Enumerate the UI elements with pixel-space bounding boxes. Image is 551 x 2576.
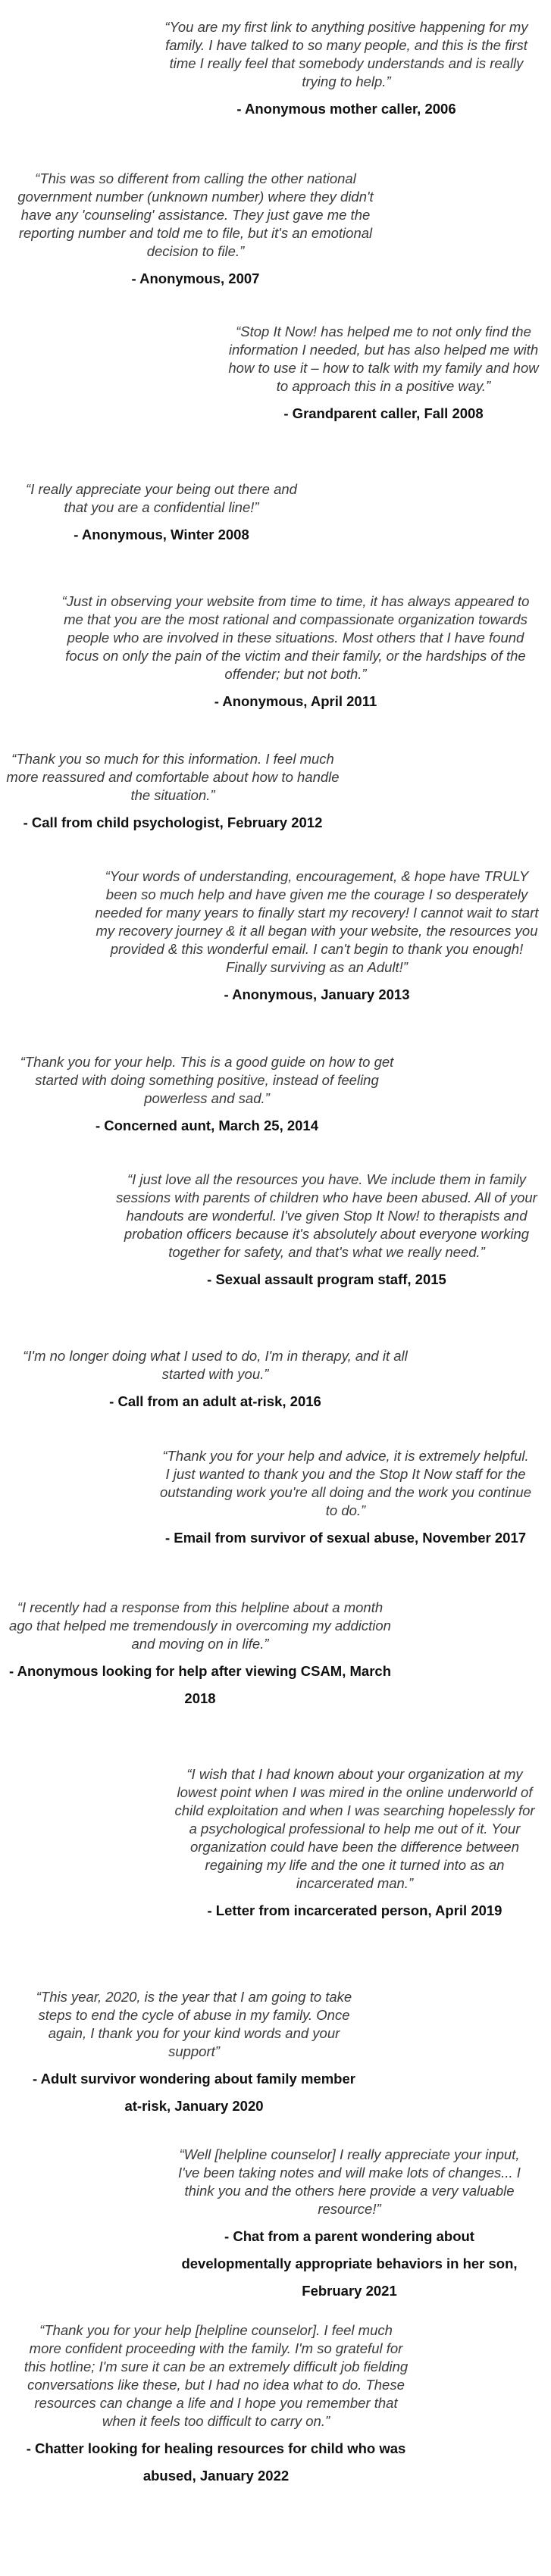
testimonial-quote: “Thank you so much for this information. I feel much more reassured and comfortable about how to handle the situation.”	[6, 751, 340, 803]
testimonial-16	[23, 2321, 409, 2490]
testimonial-quote: “Your words of understanding, encouragement, & hope have TRULY been so much help and have given me the courage I so desperately needed for many years to finally start my recovery! I cannot wait to start my recovery journey & it all began with your website, the resources you provided & this wonderful email. I can't begin to thank you enough! Finally surviving as an Adult!”	[95, 868, 539, 975]
testimonial-3	[224, 323, 543, 427]
testimonial-9	[111, 1171, 543, 1293]
testimonial-quote: “Thank you for your help and advice, it is extremely helpful. I just wanted to thank you and the Stop It Now staff for the outstanding work you're all doing and the work you continue to do.”	[160, 1448, 531, 1518]
testimonial-attribution: - Concerned aunt, March 25, 2014	[95, 1118, 319, 1133]
testimonial-attribution: - Call from an adult at-risk, 2016	[109, 1393, 321, 1409]
testimonial-quote: “I wish that I had known about your organization at my lowest point when I was mired in the online underworld of child exploitation and when I was searching hopelessly for a psychological professional to help me out of it. Your organization could have been the difference between regaining my life and the one it turned into as an incarcerated man.”	[174, 1766, 535, 1891]
testimonial-quote: “I just love all the resources you have. We include them in family sessions with parents of children who have been abused. All of your handouts are wonderful. I've given Stop It Now! to therapists and probation officers because it's absolutely about everyone working together for safety, and that's what we really need.”	[116, 1171, 537, 1260]
testimonial-1	[161, 18, 532, 123]
testimonial-attribution: - Anonymous, April 2011	[214, 693, 377, 709]
testimonial-attribution: - Email from survivor of sexual abuse, November 2017	[164, 1530, 527, 1546]
testimonial-attribution: - Grandparent caller, Fall 2008	[283, 405, 484, 421]
testimonial-quote: “Stop It Now! has helped me to not only find the information I needed, but has also helped me with how to use it – how to talk with my family and how to approach this in a positive way.”	[228, 324, 539, 394]
testimonial-4	[14, 480, 309, 549]
testimonial-12	[6, 1599, 394, 1712]
testimonial-5	[53, 592, 538, 715]
testimonial-attribution: - Anonymous looking for help after viewing CSAM, March 2018	[9, 1663, 391, 1706]
testimonial-14	[27, 1988, 361, 2120]
testimonial-quote: “I really appreciate your being out there and that you are a confidential line!”	[26, 481, 297, 515]
testimonial-quote: “Well [helpline counselor] I really appreciate your input, I've been taking notes and will make lots of changes... I think you and the others here provide a very valuable resource!”	[178, 2146, 521, 2217]
testimonial-quote: “This was so different from calling the other national government number (unknown number) where they didn't have any 'counseling' assistance. They just gave me the reporting number and told me to file, but it's an emotional decision to file.”	[17, 170, 374, 259]
testimonial-2	[6, 170, 385, 292]
testimonial-quote: “I recently had a response from this helpline about a month ago that helped me tremendously in overcoming my addiction and moving on in life.”	[9, 1599, 391, 1652]
testimonial-quote: “Thank you for your help. This is a good guide on how to get started with doing something positive, instead of feeling powerless and sad.”	[20, 1054, 394, 1106]
testimonial-quote: “This year, 2020, is the year that I am going to take steps to end the cycle of abuse in my family. Once again, I thank you for your kind words and your support”	[36, 1989, 352, 2059]
testimonial-attribution: - Anonymous mother caller, 2006	[236, 101, 456, 117]
testimonial-attribution: - Anonymous, 2007	[131, 270, 260, 286]
testimonial-15	[171, 2146, 528, 2305]
testimonial-quote: “You are my first link to anything positive happening for my family. I have talked to so many people, and this is the first time I really feel that somebody understands and is really trying to help.”	[164, 19, 528, 89]
testimonial-6	[6, 750, 340, 836]
testimonial-7	[91, 868, 543, 1008]
testimonial-attribution: - Anonymous, January 2013	[224, 986, 410, 1002]
testimonial-quote: “I'm no longer doing what I used to do, I'm in therapy, and it all started with you.”	[23, 1348, 408, 1382]
testimonial-11	[159, 1447, 532, 1552]
testimonial-attribution: - Letter from incarcerated person, April 2019	[207, 1902, 502, 1918]
testimonial-8	[6, 1053, 408, 1140]
testimonial-attribution: - Adult survivor wondering about family member at-risk, January 2020	[33, 2071, 355, 2114]
testimonial-attribution: - Anonymous, Winter 2008	[74, 527, 249, 542]
testimonial-attribution: - Chat from a parent wondering about developmentally appropriate behaviors in her son, February 2021	[181, 2228, 518, 2299]
testimonial-attribution: - Call from child psychologist, February 2012	[23, 814, 323, 830]
testimonial-attribution: - Chatter looking for healing resources for child who was abused, January 2022	[26, 2440, 406, 2484]
testimonial-attribution: - Sexual assault program staff, 2015	[207, 1271, 446, 1287]
testimonial-10	[3, 1347, 427, 1415]
testimonial-13	[173, 1765, 537, 1924]
testimonial-quote: “Thank you for your help [helpline counselor]. I feel much more confident proceeding with the family. I'm so grateful for this hotline; I'm sure it can be an extremely difficult job fielding conversations like these, but I had no idea what to do. These resources can change a life and I hope you remember that when it feels too difficult to carry on.”	[23, 2322, 409, 2429]
testimonial-quote: “Just in observing your website from time to time, it has always appeared to me that you are the most rational and compassionate organization towards people who are involved in these situations. Most others that I have found focus on only the pain of the victim and their family, or the hardships of the offender; but not both.”	[61, 593, 530, 682]
